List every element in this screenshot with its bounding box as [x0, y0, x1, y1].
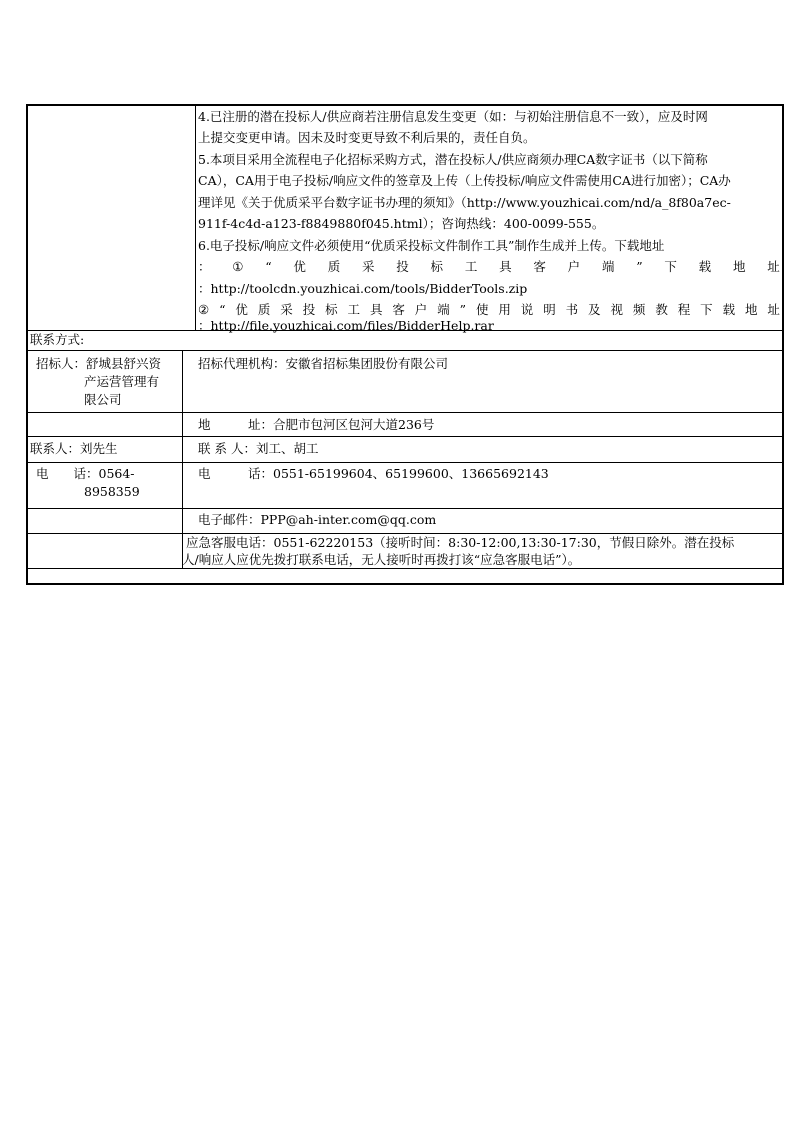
- note-6-line-2-part: ①: [232, 259, 244, 274]
- note-6-line-4-part: 质: [257, 302, 271, 317]
- note-6-line-4-part: 址: [767, 302, 780, 317]
- note-4-line-1: 4.已注册的潜在投标人/供应商若注册信息发生变更（如：与初始注册信息不一致），应及时网: [198, 109, 708, 124]
- note-6-line-4-part: 采: [280, 302, 293, 317]
- note-6-line-2-part: 采: [361, 259, 375, 274]
- note-6-line-2-part: ”: [636, 259, 643, 274]
- note-6-line-4-part: 视: [610, 302, 623, 317]
- tenderer-contact-person: 联系人：刘先生: [30, 441, 118, 456]
- note-6-line-2-part: 投: [396, 259, 409, 274]
- note-6-line-2-part: 地: [732, 259, 746, 274]
- agency-name: 招标代理机构：安徽省招标集团股份有限公司: [198, 356, 449, 371]
- note-6-line-2-part: 下: [664, 259, 677, 274]
- note-6-line-4-part: 投: [302, 302, 316, 317]
- note-6-line-4-part: 下: [700, 302, 713, 317]
- note-5-line-4: 911f-4c4d-a123-f8849880f045.html）；咨询热线：400-0099-555。: [198, 216, 605, 231]
- note-4-line-2: 上提交变更申请。因未及时变更导致不利后果的，责任自负。: [198, 130, 536, 145]
- tenderer-name-line-2: 产运营管理有: [84, 374, 160, 389]
- note-6-line-4-part: 及: [588, 302, 601, 317]
- note-6-line-4-part: 说: [520, 302, 534, 317]
- contact-heading: 联系方式:: [30, 332, 85, 347]
- note-6-line-4-part: “: [219, 302, 226, 317]
- note-6-line-4-part: 客: [392, 302, 405, 317]
- note-6-line-4-part: 用: [498, 302, 511, 317]
- note-6-line-2-part: 具: [499, 259, 512, 274]
- note-6-line-2-part: 标: [430, 259, 444, 274]
- note-6-line-2-part: 质: [327, 259, 341, 274]
- row-divider-bottom: [28, 568, 782, 569]
- note-6-line-4-part: 工: [347, 302, 361, 317]
- note-6-line-2-part: 户: [567, 259, 581, 274]
- note-6-line-2-part: 址: [767, 259, 780, 274]
- note-6-line-1: 6.电子投标/响应文件必须使用“优质采投标文件制作工具”制作生成并上传。下载地址: [198, 238, 665, 253]
- note-6-line-2-part: 工: [464, 259, 478, 274]
- note-5-line-1: 5.本项目采用全流程电子化招标采购方式，潜在投标人/供应商须办理CA数字证书（以下简称: [198, 152, 708, 167]
- tenderer-name-line-3: 限公司: [84, 392, 122, 407]
- column-divider-contact: [182, 350, 183, 568]
- note-6-line-2-part: 端: [601, 259, 615, 274]
- row-divider-contact-table: [28, 350, 782, 351]
- note-6-line-2-part: “: [265, 259, 272, 274]
- tenderer-name-line-1: 招标人：舒城县舒兴资: [36, 356, 162, 371]
- note-5-line-3: 理详见《关于优质采平台数字证书办理的须知》（http://www.youzhicai.com/nd/a_8f80a7ec-: [198, 195, 731, 210]
- note-6-line-2-part: 客: [533, 259, 546, 274]
- note-6-line-2-part: 优: [293, 259, 306, 274]
- note-6-line-4-part: 使: [475, 302, 489, 317]
- row-divider-email: [28, 508, 782, 509]
- agency-hotline-line-2: 人/响应人应优先拨打联系电话，无人接听时再拨打该“应急客服电话”）。: [182, 552, 581, 567]
- note-6-line-4-part: 具: [369, 302, 383, 317]
- note-6-line-4-part: 频: [632, 302, 646, 317]
- agency-contact-person: 联 系 人：刘工、胡工: [198, 441, 319, 456]
- notes-cell: [198, 106, 782, 333]
- agency-address: 地 址：合肥市包河区包河大道236号: [198, 417, 435, 432]
- note-6-line-4-part: 载: [722, 302, 736, 317]
- document-table: [26, 104, 784, 585]
- agency-phone: 电 话：0551-65199604、65199600、13665692143: [198, 466, 549, 481]
- note-6-line-4-part: ②: [198, 302, 210, 317]
- tenderer-phone: 电 话：0564-: [36, 466, 135, 481]
- note-6-line-2: [198, 256, 780, 278]
- note-6-line-4-part: 地: [745, 302, 758, 317]
- note-6-line-2-part: ：: [198, 259, 211, 274]
- column-divider-top: [195, 106, 196, 330]
- agency-email: 电子邮件：PPP@ah-inter.com@qq.com: [198, 512, 437, 527]
- note-6-download-link-tools: ：http://toolcdn.youzhicai.com/tools/BidderTools.zip: [198, 281, 528, 296]
- note-5-line-2: CA），CA用于电子投标/响应文件的签章及上传（上传投标/响应文件需使用CA进行加密）；CA办: [198, 173, 731, 188]
- row-divider-address: [28, 412, 782, 413]
- note-6-line-4-part: ”: [459, 302, 467, 317]
- note-6-line-4-part: 户: [414, 302, 428, 317]
- tenderer-phone-continued: 8958359: [84, 484, 140, 499]
- row-divider-phone: [28, 462, 782, 463]
- note-6-line-4-part: 标: [325, 302, 338, 317]
- note-6-line-4-part: 书: [565, 302, 579, 317]
- note-6-download-link-help: ：http://file.youzhicai.com/files/BidderHelp.rar: [198, 318, 494, 333]
- note-6-line-2-part: 载: [698, 259, 712, 274]
- note-6-line-4-part: 端: [437, 302, 450, 317]
- note-6-line-4-part: 程: [677, 302, 691, 317]
- row-divider-contact-person: [28, 436, 782, 437]
- note-6-line-4-part: 教: [655, 302, 668, 317]
- note-6-line-4-part: 明: [543, 302, 556, 317]
- agency-hotline-line-1: 应急客服电话：0551-62220153（接听时间：8:30-12:00,13:30-17:30，节假日除外。潜在投标: [186, 535, 735, 550]
- note-6-line-4-part: 优: [235, 302, 248, 317]
